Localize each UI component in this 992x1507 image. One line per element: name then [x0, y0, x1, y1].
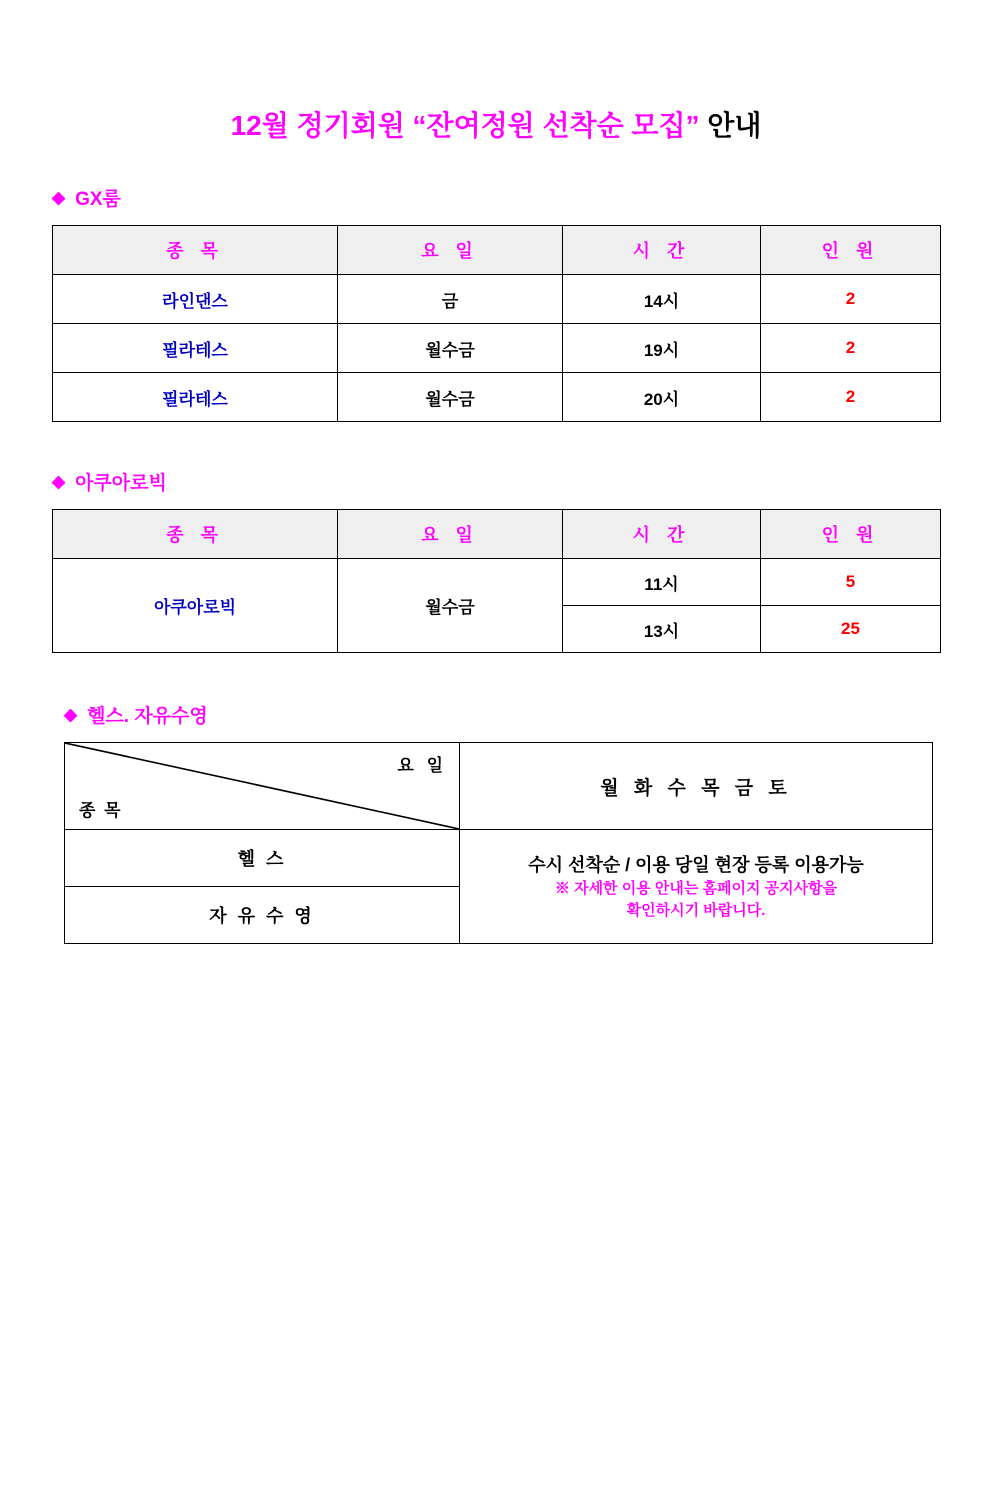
table-row: [53, 373, 941, 422]
diamond-bullet-icon: ◆: [64, 705, 78, 724]
health-note-cell: [460, 830, 933, 944]
aqua-subject: 아쿠아로빅: [53, 559, 338, 653]
gx-row-0-count: 2: [761, 275, 941, 324]
health-corner-day-label: 요 일: [397, 756, 447, 775]
gx-table: [52, 225, 941, 422]
gx-row-1-time: 19시: [563, 324, 761, 373]
gx-col-time: 시 간: [563, 226, 761, 275]
health-corner-cell: [65, 743, 460, 830]
gx-col-subject: 종 목: [53, 226, 338, 275]
diamond-bullet-icon: ◆: [52, 472, 66, 491]
section-heading-health-label: 헬스. 자유수영: [87, 706, 208, 727]
table-row: [53, 324, 941, 373]
gx-row-1-subject: 필라테스: [53, 324, 338, 373]
aqua-day: 월수금: [338, 559, 563, 653]
page-title-part1: 12월 정기회원: [230, 110, 413, 141]
aqua-slot-0-time: 11시: [563, 559, 761, 606]
section-heading-aqua-label: 아쿠아로빅: [75, 473, 167, 494]
section-heading-gx: [52, 184, 940, 211]
gx-row-0-subject: 라인댄스: [53, 275, 338, 324]
gx-row-2-subject: 필라테스: [53, 373, 338, 422]
gx-row-2-time: 20시: [563, 373, 761, 422]
health-table-header-row: [65, 743, 933, 830]
table-row: [65, 830, 933, 887]
aqua-table-header-row: [53, 510, 941, 559]
gx-col-day: 요 일: [338, 226, 563, 275]
health-note-line2: ※ 자세한 이용 안내는 홈페이지 공지사항을: [554, 879, 838, 897]
section-heading-gx-label: GX룸: [75, 189, 121, 210]
gx-row-2-count: 2: [761, 373, 941, 422]
gx-row-0-time: 14시: [563, 275, 761, 324]
health-row-0-label: 헬 스: [65, 830, 460, 887]
aqua-table: [52, 509, 941, 653]
health-note-line1: 수시 선착순 / 이용 당일 현장 등록 이용가능: [528, 854, 864, 875]
diamond-bullet-icon: ◆: [52, 188, 66, 207]
gx-col-count: 인 원: [761, 226, 941, 275]
aqua-col-time: 시 간: [563, 510, 761, 559]
aqua-col-day: 요 일: [338, 510, 563, 559]
aqua-slot-1-time: 13시: [563, 606, 761, 653]
table-row: [53, 275, 941, 324]
aqua-col-count: 인 원: [761, 510, 941, 559]
health-note-line3: 확인하시기 바랍니다.: [626, 901, 766, 919]
aqua-slot-0-count: 5: [761, 559, 941, 606]
health-corner-subject-label: 종 목: [79, 801, 123, 820]
aqua-col-subject: 종 목: [53, 510, 338, 559]
document-page: [0, 104, 992, 1507]
gx-table-header-row: [53, 226, 941, 275]
gx-row-1-count: 2: [761, 324, 941, 373]
health-days-header: 월 화 수 목 금 토: [460, 743, 933, 830]
health-row-1-label: 자 유 수 영: [65, 887, 460, 944]
page-title-part2: “잔여정원 선착순 모집”: [412, 110, 700, 141]
section-heading-aqua: [52, 468, 940, 495]
gx-row-2-day: 월수금: [338, 373, 563, 422]
gx-row-1-day: 월수금: [338, 324, 563, 373]
table-row: [53, 559, 941, 606]
gx-row-0-day: 금: [338, 275, 563, 324]
section-heading-health: [64, 701, 940, 728]
page-title-part3: 안내: [699, 110, 762, 141]
aqua-slot-1-count: 25: [761, 606, 941, 653]
health-table: [64, 742, 933, 944]
page-title: [52, 104, 940, 144]
